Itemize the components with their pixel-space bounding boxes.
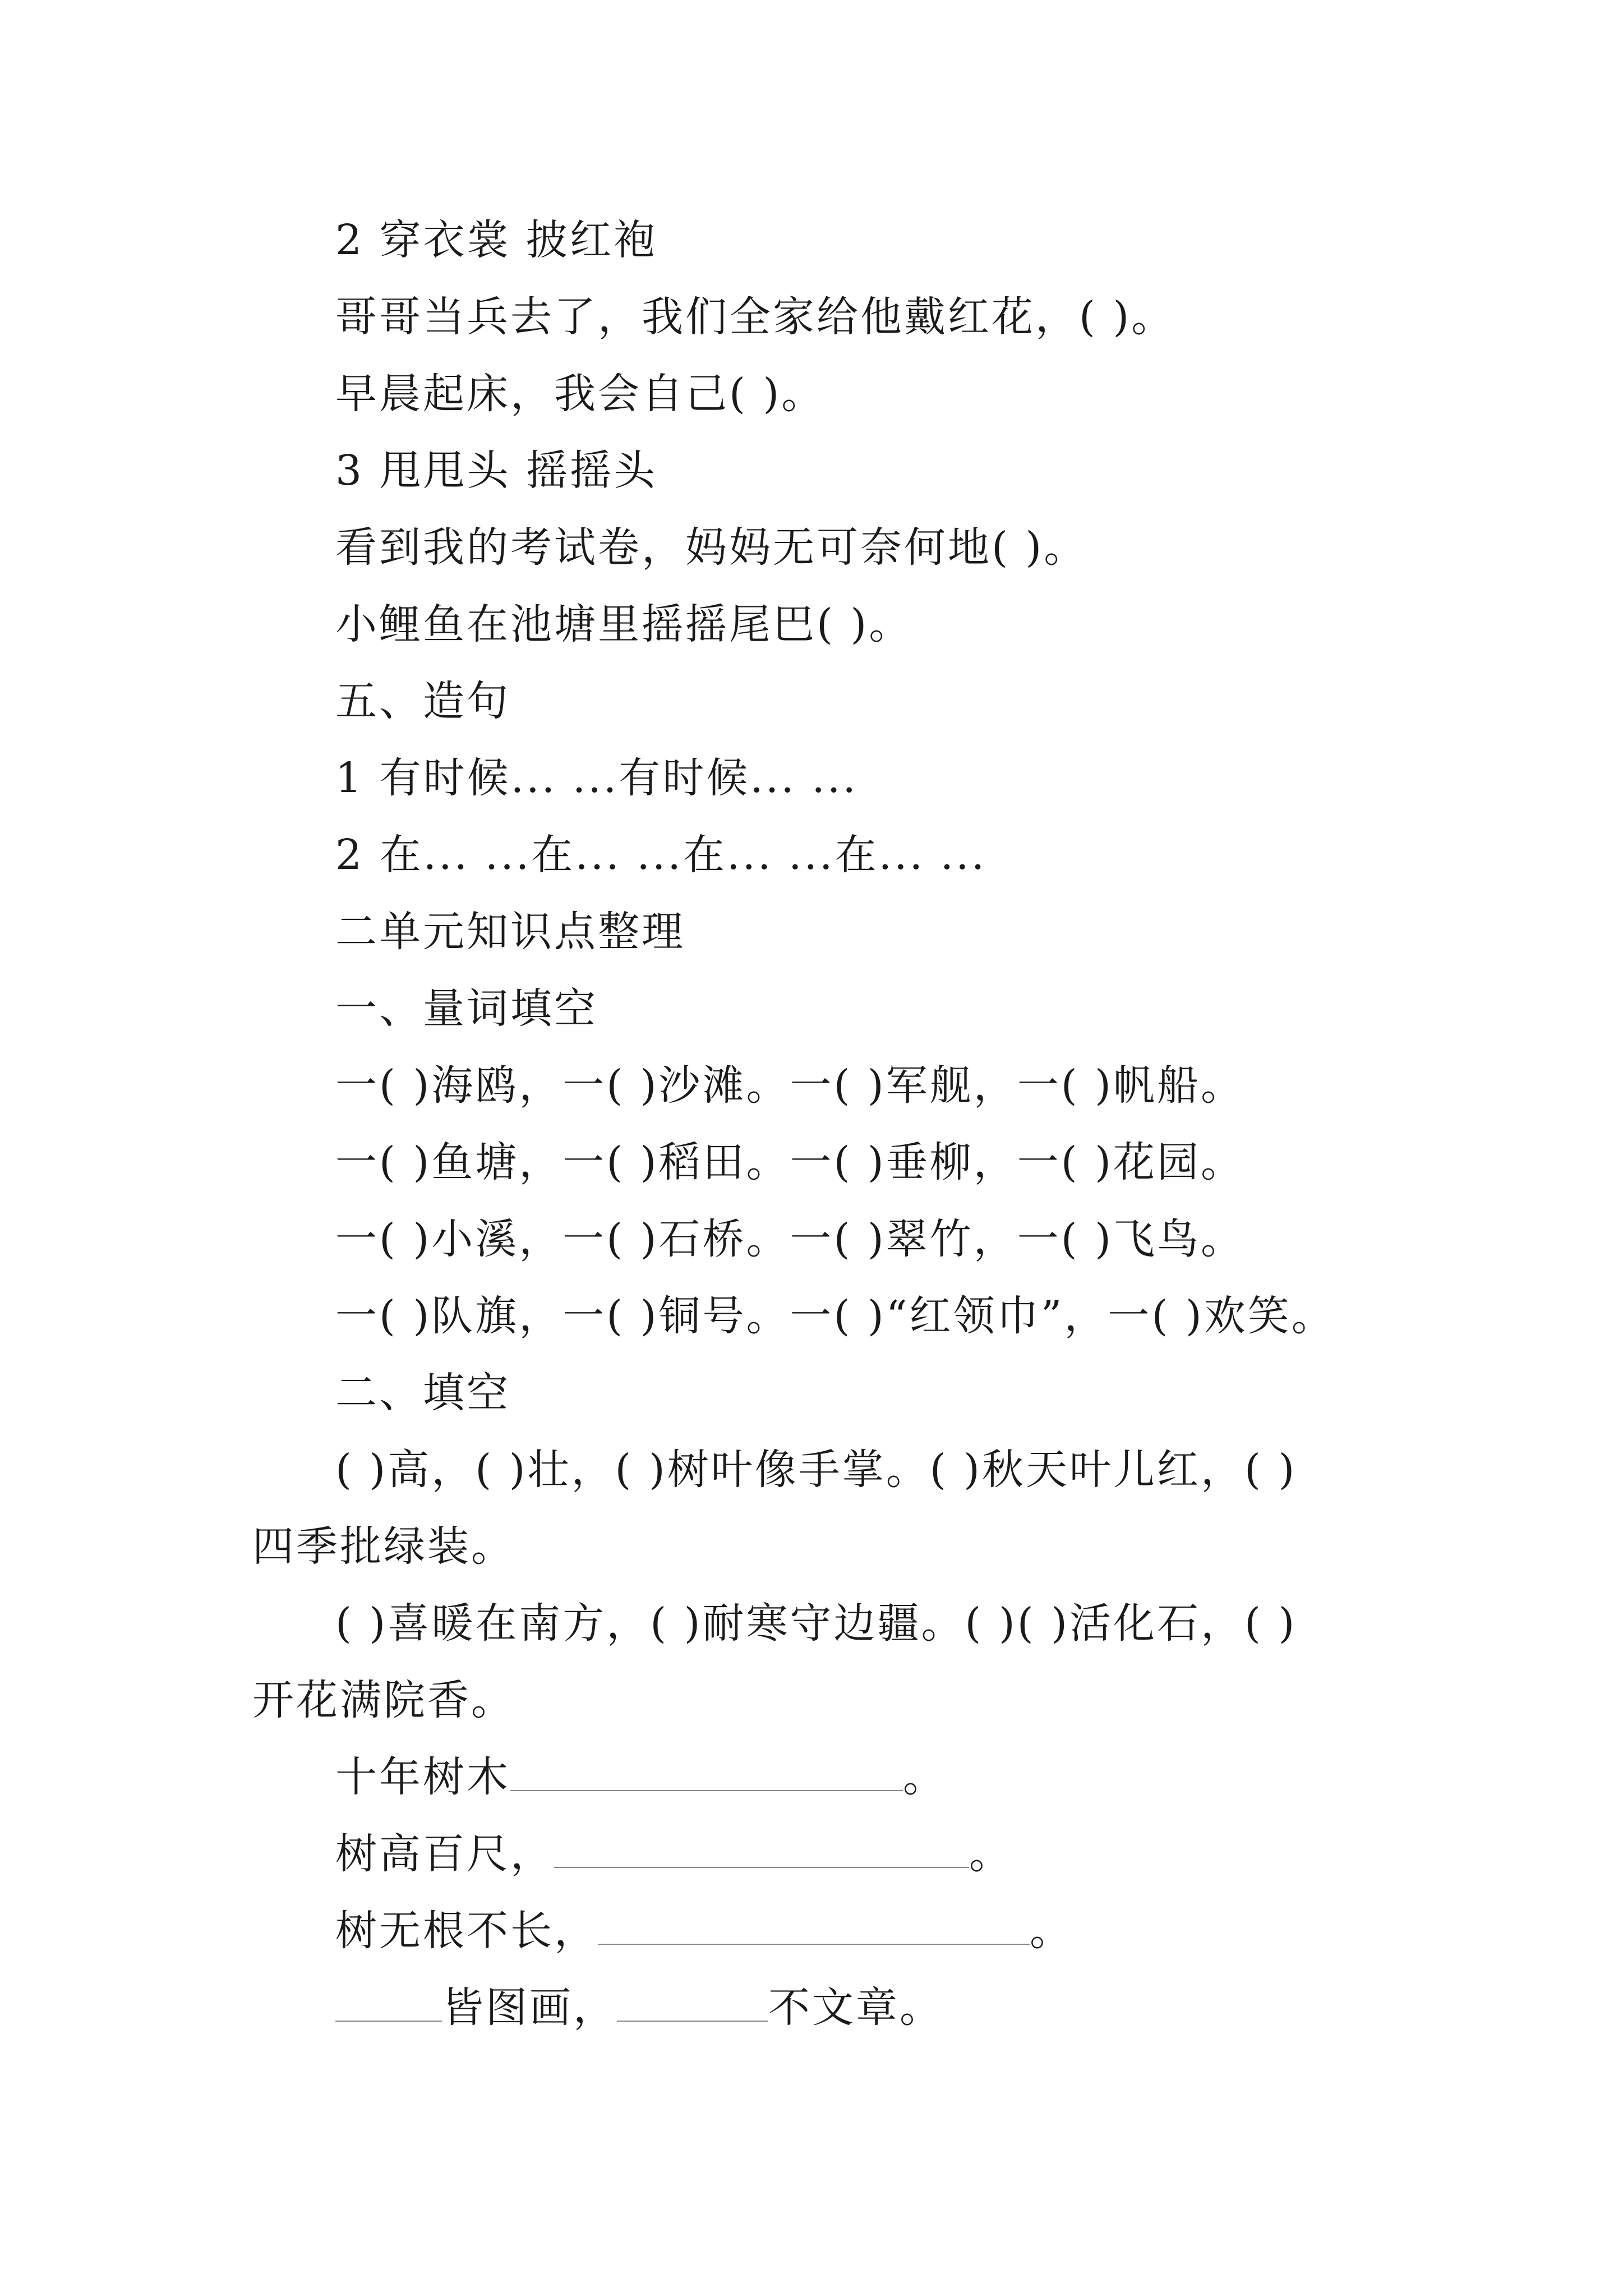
proverb-3-text: 树无根不长， <box>335 1907 598 1955</box>
section-3-title: 3 甩甩头 摇摇头 <box>335 447 658 495</box>
answer-blank[interactable] <box>335 1981 442 2022</box>
measure-word-row: 一( )鱼塘，一( )稻田。一( )垂柳，一( )花园。 <box>335 1138 1245 1186</box>
section-2-title: 2 穿衣裳 披红袍 <box>335 216 658 264</box>
measure-word-row: 一( )队旗，一( )铜号。一( )“红领巾”，一( )欢笑。 <box>335 1292 1335 1340</box>
answer-blank[interactable] <box>598 1904 1030 1945</box>
proverb-fill-4 <box>335 1980 943 2036</box>
proverb-2-end: 。 <box>969 1830 1013 1878</box>
proverb-fill-3 <box>335 1903 1073 1959</box>
proverb-fill-2 <box>335 1826 1013 1882</box>
proverb-3-end: 。 <box>1030 1907 1073 1955</box>
measure-word-row: 一( )小溪，一( )石桥。一( )翠竹，一( )飞鸟。 <box>335 1215 1245 1263</box>
section-2-question-2: 早晨起床，我会自己( )。 <box>335 370 826 418</box>
answer-blank[interactable] <box>554 1828 969 1868</box>
answer-blank[interactable] <box>617 1981 768 2022</box>
part-5-item-2: 2 在... ...在... ...在... ...在... ... <box>335 831 987 879</box>
proverb-1-end: 。 <box>903 1753 947 1801</box>
unit-2-heading: 二单元知识点整理 <box>335 908 685 956</box>
fill-paragraph-2-line-2: 开花满院香。 <box>252 1676 515 1724</box>
proverb-4-text: 皆图画， <box>442 1984 617 2032</box>
section-3-question-2: 小鲤鱼在池塘里摇摇尾巴( )。 <box>335 600 913 648</box>
part-5-heading: 五、造句 <box>335 677 510 725</box>
part-5-item-1: 1 有时候... ...有时候... ... <box>335 754 858 802</box>
fill-paragraph-1-line-2: 四季批绿装。 <box>252 1522 515 1571</box>
fill-paragraph-2-line-1: ( )喜暖在南方，( )耐寒守边疆。( )( )活化石，( ) <box>335 1599 1297 1648</box>
proverb-1-text: 十年树木 <box>335 1753 510 1801</box>
answer-blank[interactable] <box>510 1751 903 1791</box>
fill-paragraph-1-line-1: ( )高，( )壮，( )树叶像手掌。( )秋天叶儿红，( ) <box>335 1446 1297 1494</box>
proverb-fill-1 <box>335 1749 947 1805</box>
proverb-4-end: 不文章。 <box>768 1984 943 2032</box>
proverb-2-text: 树高百尺， <box>335 1830 554 1878</box>
part-2-heading: 二、填空 <box>335 1369 510 1417</box>
section-3-question-1: 看到我的考试卷，妈妈无可奈何地( )。 <box>335 523 1088 572</box>
section-2-question-1: 哥哥当兵去了，我们全家给他戴红花，( )。 <box>335 293 1175 341</box>
part-1-heading: 一、量词填空 <box>335 984 598 1033</box>
measure-word-row: 一( )海鸥，一( )沙滩。一( )军舰，一( )帆船。 <box>335 1061 1245 1110</box>
